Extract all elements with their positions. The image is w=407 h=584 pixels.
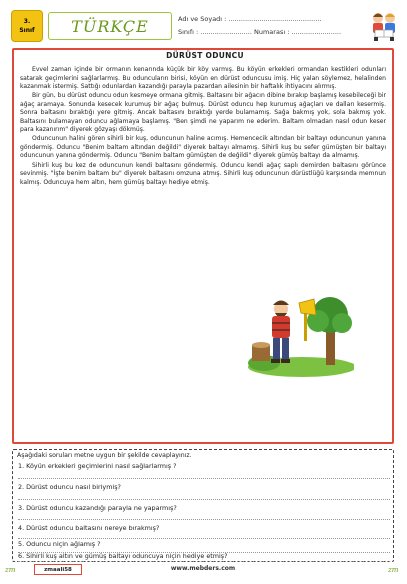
answer-line-6[interactable] (18, 561, 390, 562)
name-field[interactable]: Adı ve Soyadı : ............................................. (178, 15, 322, 23)
grade-label: Sınıf (19, 27, 35, 34)
story-title: DÜRÜST ODUNCU (166, 51, 244, 60)
corner-mark-right: zm (388, 566, 399, 574)
class-number-field[interactable]: Sınıfı : ......................... Numarası : ........................ (178, 28, 342, 36)
answer-line-2[interactable] (18, 499, 390, 500)
question-6: 6. Sihirli kuş altın ve gümüş baltayı oduncuya niçin hediye etmiş? (18, 552, 228, 560)
answer-line-1[interactable] (18, 478, 390, 479)
answer-line-4[interactable] (18, 538, 390, 539)
questions-instruction: Aşağıdaki soruları metne uygun bir şekilde cevaplayınız. (17, 452, 192, 459)
author-badge: zmaali58 (34, 564, 82, 575)
story-text (20, 66, 386, 188)
question-3: 3. Dürüst oduncu kazandığı parayla ne yaparmış? (18, 504, 177, 512)
subject-title: TÜRKÇE (48, 12, 172, 40)
grade-badge (11, 10, 43, 42)
question-4: 4. Dürüst oduncu baltasını nereye bırakmış? (18, 524, 160, 532)
reading-kids-icon (369, 10, 399, 42)
question-5: 5. Oduncu niçin ağlamış ? (18, 540, 101, 548)
question-2: 2. Dürüst oduncu nasıl biriymiş? (18, 483, 121, 491)
story-paragraph: Evvel zaman içinde bir ormanın kenarında küçük bir köy varmış. Bu köyün erkekleri ormandan kestikleri odunları satarak geçimlerini sağlarlarmış. Bu oduncuların birisi, köyün en dürüst oduncusu imiş. Hiç yalan söylemez, helalinden kazanmak istermiş. Sattığı odunlardan kazandığı parayla pazardan ailesinin bir haftalık ihtiyacını alırmış. (20, 66, 386, 91)
story-paragraph: Bir gün, bu dürüst oduncu odun kesmeye ormana gitmiş. Baltasını bir ağacın dibine bırakıp başlamış kesebileceği bir ağaç aramaya. Sonunda kesecek kurumuş bir ağaç bulmuş. Dürüst oduncu hep kurumuş ağaçları ve dalları kesermiş. Sonra baltasını bıraktığı yere gitmiş. Ancak baltasını bıraktığı yerde bulamamış. Sağa bakmış yok, sola bakmış yok. Baltasını bulamayan oduncu ağlamaya başlamış. "Ben şimdi ne yaparım ne ederim. Baltam olmadan nasıl odun keser para kazanırım" diyerek gözyaşı dökmüş. (20, 92, 386, 134)
question-1: 1. Köyün erkekleri geçimlerini nasıl sağlarlarmış ? (18, 462, 177, 470)
story-paragraph: Oduncunun halini gören sihirli bir kuş, oduncunun haline acımış. Hemencecik altından bir baltayı oduncunun yanına göndermiş. Oduncu "Benim baltam altından değildi" diyerek baltayı almamış. Sihirli kuş bu sefer gümüşten bir baltayı oduncunun yanına göndermiş. Oduncu "Benim baltam gümüşten de değildi" diyerek gümüş baltayı da almamış. (20, 135, 386, 160)
student-info-fields (178, 13, 368, 41)
woodcutter-illustration (244, 293, 354, 377)
corner-mark-left: zm (5, 566, 16, 574)
grade-number: 3. (23, 18, 31, 25)
footer-website[interactable]: www.mebders.com (170, 565, 236, 572)
story-paragraph: Sihirli kuş bu kez de oduncunun kendi baltasını göndermiş. Oduncu kendi ağaç saplı demirden baltasını görünce sevinmiş. "İşte benim baltam bu" diyerek baltasını omzuna atmış. Sihirli kuş oduncunun dürüstlüğü karşısında memnun kalmış. Oduncuya hem altın, hem gümüş baltayı hediye etmiş. (20, 161, 386, 186)
answer-line-3[interactable] (18, 519, 390, 520)
